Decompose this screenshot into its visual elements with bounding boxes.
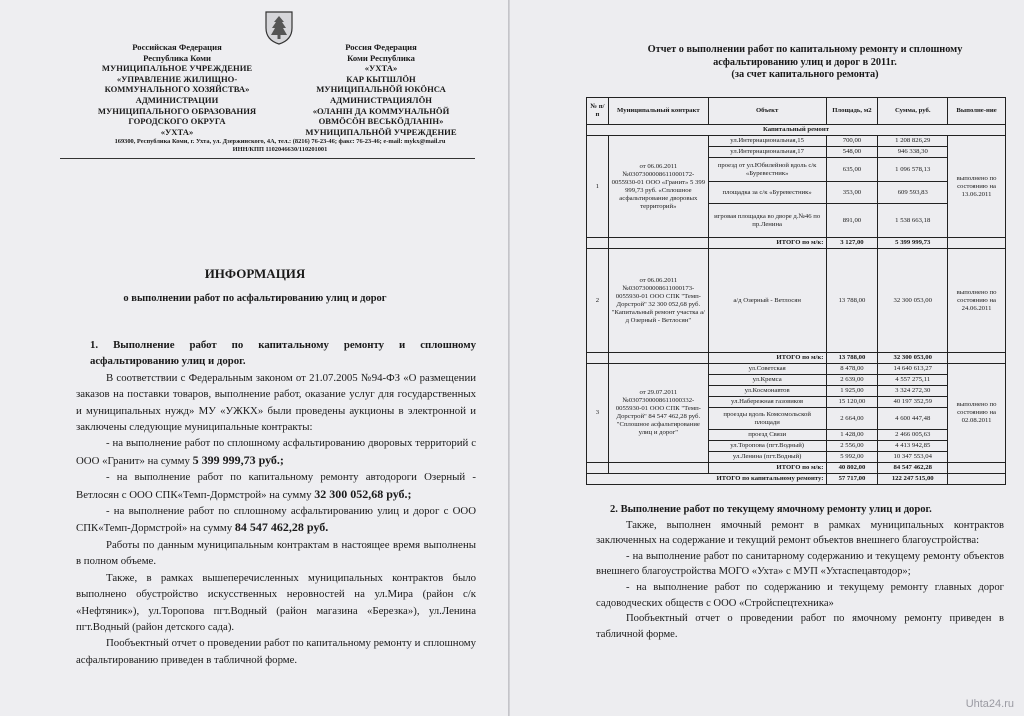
- sum-cell: 2 466 005,63: [878, 430, 948, 441]
- sum-cell: 609 593,83: [878, 182, 948, 204]
- empty-cell: [608, 463, 708, 474]
- object-cell: а/д Озерный - Ветлосян: [708, 249, 826, 353]
- column-header: Площадь, м2: [826, 98, 878, 125]
- sum-cell: 4 600 447,48: [878, 408, 948, 430]
- contract-item: - на выполнение работ по санитарному содержанию и текущему ремонту объектов внешнего благоустройства МОГО «Ухта» с МУП «Ухтаспецавтодор»;: [596, 550, 1004, 578]
- section-label: Капитальный ремонт: [587, 125, 1006, 136]
- object-cell: ул.Интернациональная,15: [708, 136, 826, 147]
- letterhead-divider: [60, 158, 475, 159]
- empty-cell: [948, 353, 1006, 364]
- section1-heading: 1. Выполнение работ по капитальному ремонту и сплошному асфальтированию улиц и дорог.: [90, 339, 476, 368]
- sum-cell: 1 208 826,29: [878, 136, 948, 147]
- header-line: «УХТА»: [160, 126, 194, 137]
- subtotal-row: [587, 463, 1006, 474]
- sum-cell: 1 096 578,13: [878, 158, 948, 182]
- header-right-block: [286, 42, 476, 137]
- object-cell: ул.Советская: [708, 364, 826, 375]
- contract-item: [76, 469, 476, 503]
- object-cell: площадка за с/к «Буревестник»: [708, 182, 826, 204]
- sum-cell: 3 324 272,30: [878, 386, 948, 397]
- paragraph: Также, выполнен ямочный ремонт в рамках муниципальных контрактов заключенных на содержание и текущий ремонт объектов внешнего благоустройства:: [596, 519, 1004, 547]
- letterhead-address: [60, 138, 500, 154]
- area-cell: 2 556,00: [826, 441, 878, 452]
- header-line: МУНИЦИПАЛЬНӦЙ ЮКӦНСА: [316, 84, 446, 95]
- grand-total-row: [587, 474, 1006, 485]
- subtotal-row: [587, 238, 1006, 249]
- contract-item-sum: 84 547 462,28 руб.: [234, 520, 329, 535]
- paragraph: Работы по данным муниципальным контрактам в настоящее время выполнены в полном объеме.: [76, 538, 476, 568]
- subtotal-label: ИТОГО по м/к:: [708, 463, 826, 474]
- header-line: МУНИЦИПАЛЬНОГО ОБРАЗОВАНИЯ: [97, 105, 257, 116]
- address-line: 169300, Республика Коми, г. Ухта, ул. Дзержинского, 4А, тел.: (8216) 76-23-46; факс: 76-23-46; e-mail: mykx@mail.ru: [114, 138, 446, 145]
- area-cell: 548,00: [826, 147, 878, 158]
- area-cell: 353,00: [826, 182, 878, 204]
- subtotal-sum: 5 399 999,73: [878, 238, 948, 249]
- sum-cell: 4 413 942,85: [878, 441, 948, 452]
- header-line: ОВМӦСӦН ВЕСЬКӦДЛАНІН»: [318, 116, 444, 127]
- contract-number: 2: [587, 249, 609, 353]
- grand-total-area: 57 717,00: [826, 474, 878, 485]
- area-cell: 700,00: [826, 136, 878, 147]
- empty-cell: [587, 463, 609, 474]
- sum-cell: 10 347 553,04: [878, 452, 948, 463]
- header-line: «ОЛАНІН ДА КОММУНАЛЬНӦЙ: [312, 105, 450, 116]
- left-body: [76, 337, 476, 668]
- sum-cell: 40 197 352,59: [878, 397, 948, 408]
- column-header: Выполне-ние: [948, 98, 1006, 125]
- area-cell: 8 478,00: [826, 364, 878, 375]
- contract-item: - на выполнение работ по содержанию и текущему ремонту главных дорог садоводческих обществ с ООО «Стройспецтехника»: [596, 581, 1004, 609]
- column-header: Сумма, руб.: [878, 98, 948, 125]
- empty-cell: [608, 238, 708, 249]
- grand-total-label: ИТОГО по капитальному ремонту:: [587, 474, 827, 485]
- contract-item-text: - на выполнение работ по сплошному асфальтированию дворовых территорий с ООО «Гранит» на сумму: [76, 437, 476, 467]
- subtotal-area: 13 788,00: [826, 353, 878, 364]
- report-title-line: (за счет капитального ремонта): [731, 69, 879, 81]
- column-header: № п/п: [587, 98, 609, 125]
- empty-cell: [587, 353, 609, 364]
- report-title-line: Отчет о выполнении работ по капитальному ремонту и сплошному: [647, 44, 963, 55]
- paragraph: Также, в рамках вышеперечисленных муниципальных контрактов было выполнено обустройство искусственных неровностей на ул.Мира (район с/к «Нефтяник»), ул.Торопова пгт.Водный (район магазина «Березка»), ул.Ленина пгт.Водный (район детского сада).: [76, 571, 476, 633]
- header-line: КОММУНАЛЬНОГО ХОЗЯЙСТВА»: [104, 84, 250, 95]
- inn-line: ИНН/КПП 1102046630/110201001: [232, 146, 328, 153]
- empty-cell: [948, 238, 1006, 249]
- grand-total-sum: 122 247 515,00: [878, 474, 948, 485]
- object-cell: ул.Кремса: [708, 375, 826, 386]
- header-line: МУНИЦИПАЛЬНОЕ УЧРЕЖДЕНИЕ: [101, 63, 253, 74]
- object-cell: проезды вдоль Комсомольской площади: [708, 408, 826, 430]
- status-cell: выполнено по состоянию на 02.08.2011: [948, 364, 1006, 463]
- area-cell: 1 428,00: [826, 430, 878, 441]
- paragraph: В соответствии с Федеральным законом от 21.07.2005 №94-ФЗ «О размещении заказов на поставки товаров, выполнение работ, оказание услуг для государственных и муниципальных нужд» МУ «УЖКХ» были проведены аукционы в электронной и заключены следующие муниципальные контракты:: [76, 371, 476, 434]
- header-line: Коми Республика: [347, 52, 415, 63]
- header-line: Россия Федерация: [345, 42, 417, 52]
- subtotal-area: 40 802,00: [826, 463, 878, 474]
- contract-item: [76, 435, 476, 469]
- object-cell: ул.Космонавтов: [708, 386, 826, 397]
- contract-item-sum: 32 300 052,68 руб.;: [314, 486, 412, 501]
- contract-item-text: - на выполнение работ по капитальному ремонту автодороги Озерный - Ветлосян с ООО СПК«Темп-Дормстрой» на сумму: [76, 471, 476, 501]
- subtotal-row: [587, 353, 1006, 364]
- header-line: Республика Коми: [143, 52, 211, 63]
- header-line: «УПРАВЛЕНИЕ ЖИЛИЩНО-: [116, 73, 238, 84]
- contract-item-text: - на выполнение работ по сплошному асфальтированию улиц и дорог с ООО СПК«Темп-Дормстрой» на сумму: [76, 505, 476, 535]
- right-body: [596, 502, 1004, 642]
- object-cell: ул.Торопова (пгт.Водный): [708, 441, 826, 452]
- column-header: Муниципальный контракт: [608, 98, 708, 125]
- area-cell: 5 992,00: [826, 452, 878, 463]
- document-subtitle: о выполнении работ по асфальтированию улиц и дорог: [123, 293, 387, 304]
- header-line: АДМИНИСТРАЦИИ: [135, 94, 219, 105]
- watermark: Uhta24.ru: [965, 698, 1014, 710]
- report-table: [586, 97, 1006, 485]
- header-line: АДМИНИСТРАЦИЯЛӦН: [330, 94, 432, 105]
- table-row: [587, 364, 1006, 375]
- object-cell: проезд Связи: [708, 430, 826, 441]
- status-cell: выполнено по состоянию на 24.06.2011: [948, 249, 1006, 353]
- contract-description: от 06.06.2011 №0307300008611000172-0055930-01 ООО «Гранит» 5 399 999,73 руб. «Сплошное асфальтирование дворовых территорий»: [608, 136, 708, 238]
- object-cell: игровая площадка во дворе д.№46 по пр.Ленина: [708, 204, 826, 238]
- header-line: КАР КЫТШЛӦН: [346, 73, 416, 84]
- empty-cell: [948, 474, 1006, 485]
- contract-description: от 06.06.2011 №0307300008611000173-0055930-01 ООО СПК "Темп-Дорстрой" 32 300 052,68 руб. "Капитальный ремонт участка а/д Озерный - Ветлосян": [608, 249, 708, 353]
- subtotal-label: ИТОГО по м/к:: [708, 238, 826, 249]
- column-header: Объект: [708, 98, 826, 125]
- status-cell: выполнено по состоянию на 13.06.2011: [948, 136, 1006, 238]
- area-cell: 2 639,00: [826, 375, 878, 386]
- coat-of-arms-icon: [262, 8, 296, 46]
- empty-cell: [587, 238, 609, 249]
- subtotal-area: 3 127,00: [826, 238, 878, 249]
- report-title-line: асфальтированию улиц и дорог в 2011г.: [713, 56, 897, 68]
- document-title: ИНФОРМАЦИЯ: [204, 266, 306, 281]
- subtotal-sum: 84 547 462,28: [878, 463, 948, 474]
- subtotal-label: ИТОГО по м/к:: [708, 353, 826, 364]
- subtotal-sum: 32 300 053,00: [878, 353, 948, 364]
- area-cell: 1 925,00: [826, 386, 878, 397]
- sum-cell: 14 640 613,27: [878, 364, 948, 375]
- header-line: «УХТА»: [364, 63, 398, 74]
- table-header-row: [587, 98, 1006, 125]
- object-cell: ул.Набережная газовиков: [708, 397, 826, 408]
- section2-heading: 2. Выполнение работ по текущему ямочному ремонту улиц и дорог.: [610, 504, 932, 515]
- contract-number: 3: [587, 364, 609, 463]
- table-row: [587, 249, 1006, 353]
- header-line: МУНИЦИПАЛЬНӦЙ УЧРЕЖДЕНИЕ: [305, 126, 457, 137]
- left-page: [0, 0, 510, 716]
- area-cell: 13 788,00: [826, 249, 878, 353]
- sum-cell: 1 538 663,18: [878, 204, 948, 238]
- object-cell: проезд от ул.Юбилейной вдоль с/к «Буревестник»: [708, 158, 826, 182]
- table-section-row: [587, 125, 1006, 136]
- sum-cell: 32 300 053,00: [878, 249, 948, 353]
- contract-number: 1: [587, 136, 609, 238]
- contract-item-sum: 5 399 999,73 руб.;: [192, 452, 284, 467]
- header-line: ГОРОДСКОГО ОКРУГА: [128, 116, 226, 127]
- area-cell: 2 664,00: [826, 408, 878, 430]
- sum-cell: 946 338,30: [878, 147, 948, 158]
- table-row: [587, 136, 1006, 147]
- object-cell: ул.Ленина (пгт.Водный): [708, 452, 826, 463]
- empty-cell: [608, 353, 708, 364]
- header-left-block: [82, 42, 272, 137]
- contract-item: [76, 503, 476, 537]
- report-title: [620, 44, 990, 82]
- paragraph: Пообъектный отчет о проведении работ по ямочному ремонту приведен в табличной форме.: [596, 613, 1004, 640]
- contract-description: от 29.07.2011 №0307300008611000332-0055930-01 ООО СПК "Темп-Дорстрой" 84 547 462,28 руб. "Сплошное асфальтирование улиц и дорог": [608, 364, 708, 463]
- area-cell: 15 120,00: [826, 397, 878, 408]
- area-cell: 635,00: [826, 158, 878, 182]
- header-line: Российская Федерация: [132, 42, 222, 52]
- right-page: [510, 0, 1024, 716]
- paragraph: Пообъектный отчет о проведении работ по капитальному ремонту и сплошному асфальтированию приведен в табличной форме.: [76, 637, 476, 666]
- object-cell: ул.Интернациональная,17: [708, 147, 826, 158]
- empty-cell: [948, 463, 1006, 474]
- area-cell: 891,00: [826, 204, 878, 238]
- sum-cell: 4 557 275,11: [878, 375, 948, 386]
